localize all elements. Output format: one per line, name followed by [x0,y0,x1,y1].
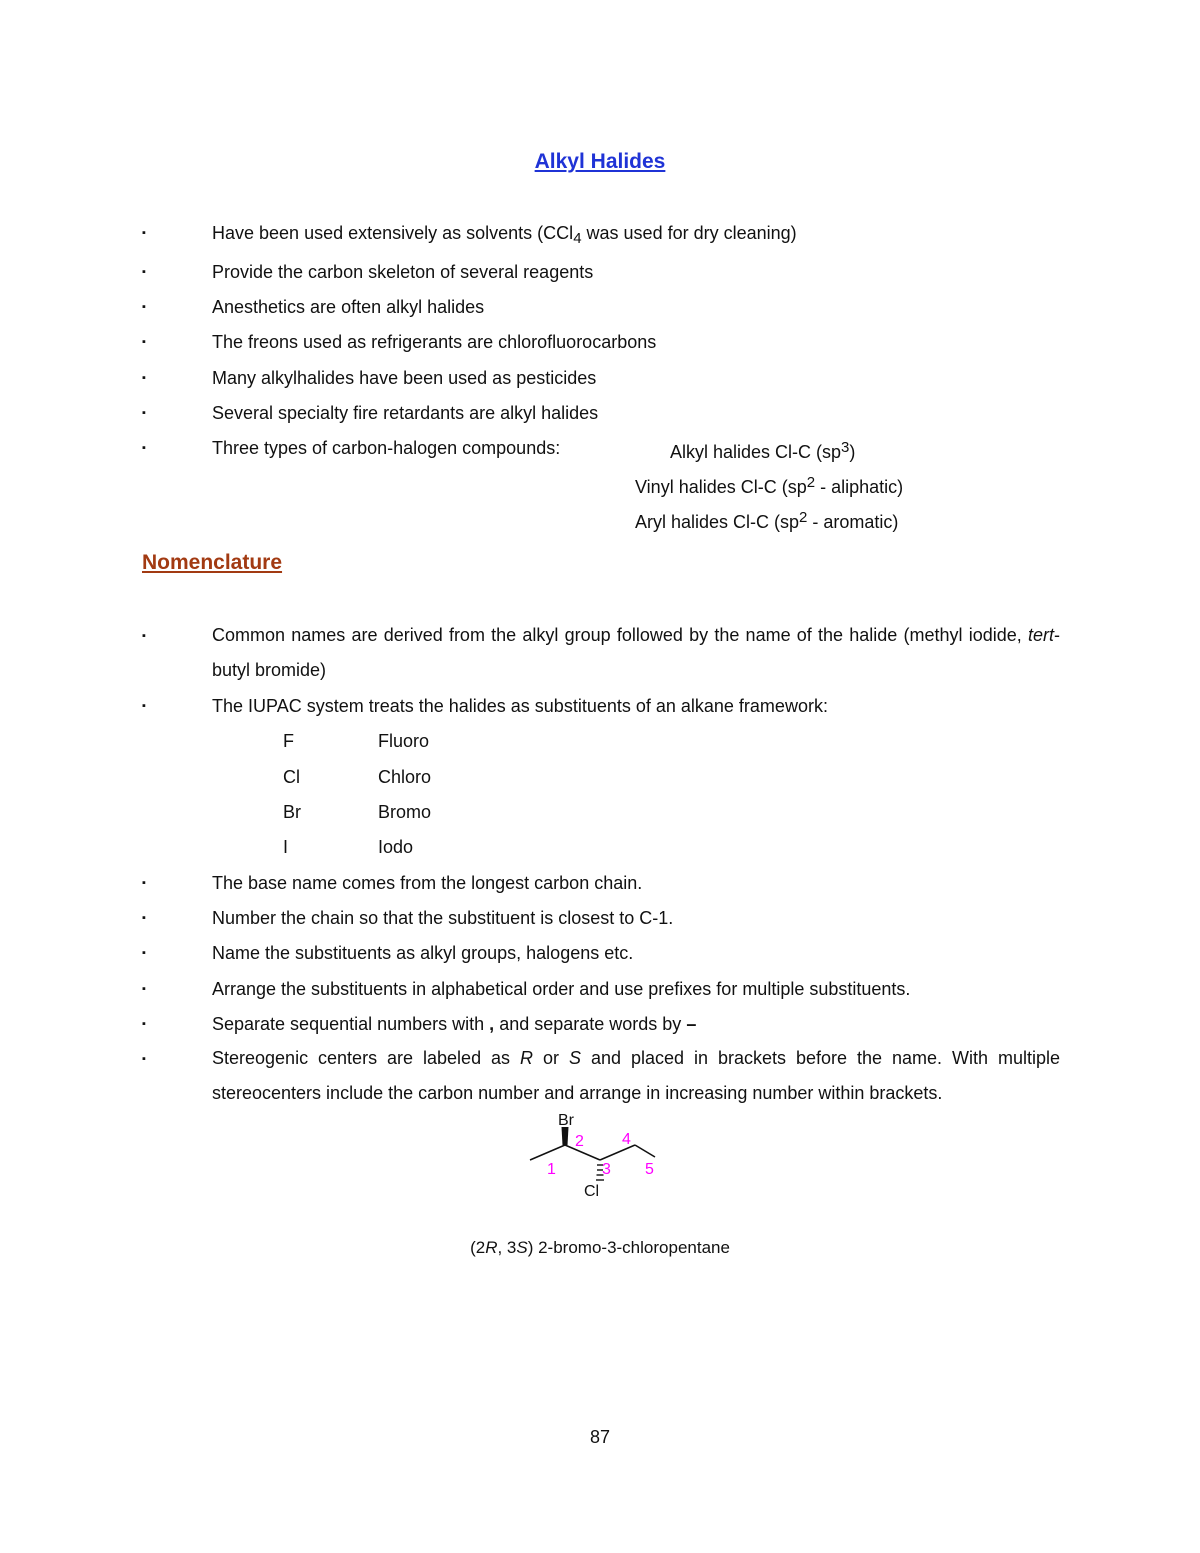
list-item: Provide the carbon skeleton of several reagents [212,262,594,282]
carbon-number-label: 2 [575,1133,584,1150]
section-heading: Nomenclature [142,551,283,574]
list-item: Have been used extensively as solvents (CCl$_4$ was used for dry cleaning) [212,223,797,247]
list-item: The base name comes from the longest carbon chain. [212,873,643,893]
bullet-marker: ▪ [142,1053,146,1065]
carbon-number-label: 4 [622,1131,631,1148]
bullet-marker: ▪ [142,442,146,454]
list-item: Separate sequential numbers with , and separate words by – [212,1014,697,1034]
list-item: Arrange the substituents in alphabetical order and use prefixes for multiple substituents. [212,979,911,999]
carbon-number-label: 1 [547,1161,556,1178]
halogen-prefix: Fluoro [378,731,430,751]
vinyl-halide-type: Vinyl halides Cl-C ($sp^2$ - aliphatic) [635,474,904,497]
list-item: Anesthetics are often alkyl halides [212,297,485,317]
list-item: Stereogenic centers are labeled as R or S and placed in brackets before the name. With multiple stereocenters include the carbon number and arrange in increasing number within brackets. [212,1048,1060,1103]
bromine-atom: Br [558,1112,574,1129]
bullet-marker: ▪ [142,877,146,889]
chlorine-atom: Cl [584,1183,600,1200]
halogen-prefix: Bromo [378,802,432,822]
bullet-marker: ▪ [142,227,146,239]
page-number: 87 [589,1427,611,1447]
carbon-number-label: 5 [645,1161,654,1178]
halogen-prefix: Iodo [378,837,414,857]
bullet-marker: ▪ [142,912,146,924]
bullet-marker: ▪ [142,266,146,278]
list-item: Common names are derived from the alkyl group followed by the name of the halide (methyl iodide, tert-butyl bromide) [212,625,1060,680]
bullet-marker: ▪ [142,700,146,712]
halogen-symbol: Br [283,802,301,822]
halogen-prefix: Chloro [378,767,432,787]
list-item: Three types of carbon-halogen compounds: [212,438,561,458]
carbon-number-label: 3 [602,1161,611,1178]
bullet-marker: ▪ [142,1018,146,1030]
list-item: The freons used as refrigerants are chlorofluorocarbons [212,332,657,352]
list-item: Name the substituents as alkyl groups, halogens etc. [212,943,634,963]
aryl-halide-type: Aryl halides Cl-C ($sp^2$ - aromatic) [635,509,899,532]
bond-c1-c2 [530,1145,565,1160]
bullet-marker: ▪ [142,301,146,313]
bond-c4-c5 [635,1145,655,1157]
structure-caption: (2R, 3S) 2-bromo-3-chloropentane [470,1238,730,1257]
bullet-marker: ▪ [142,336,146,348]
bullet-marker: ▪ [142,630,146,642]
page-title: Alkyl Halides [534,150,666,173]
list-item: Many alkylhalides have been used as pesticides [212,368,597,388]
bullet-marker: ▪ [142,372,146,384]
halogen-symbol: I [283,837,289,857]
halogen-symbol: Cl [283,767,300,787]
list-item: Several specialty fire retardants are alkyl halides [212,403,599,423]
alkyl-halide-type: Alkyl halides Cl-C $(sp^3)$ [670,439,856,462]
list-item: The IUPAC system treats the halides as substituents of an alkane framework: [212,696,828,716]
bullet-marker: ▪ [142,983,146,995]
halogen-symbol: F [283,731,294,751]
wedge-bond-br [562,1127,569,1145]
bullet-marker: ▪ [142,947,146,959]
bullet-marker: ▪ [142,407,146,419]
skeletal-structure [525,1105,675,1205]
list-item: Number the chain so that the substituent is closest to C-1. [212,908,674,928]
